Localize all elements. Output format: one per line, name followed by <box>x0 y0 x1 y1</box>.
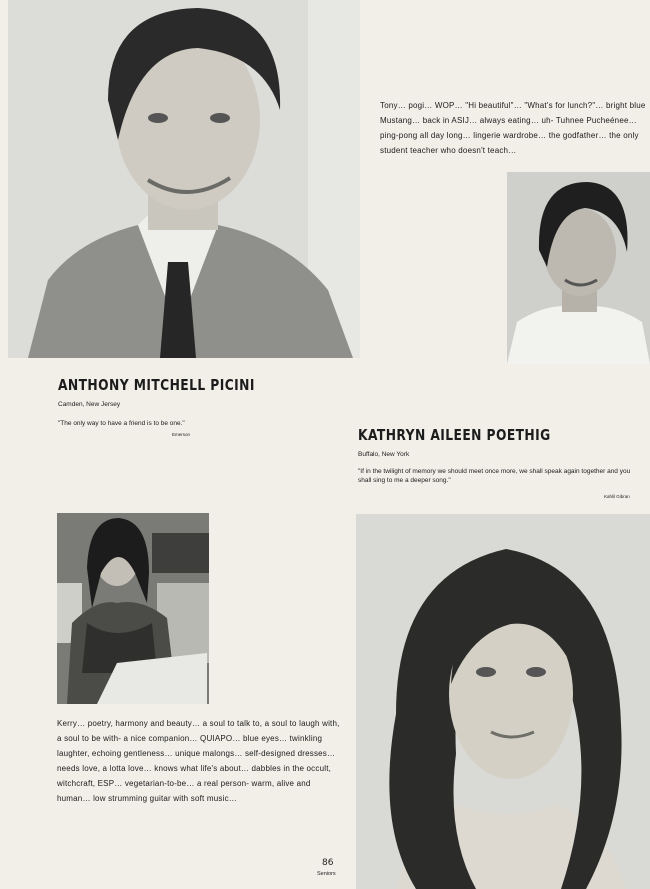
kathryn-name: KATHRYN AILEEN POETHIG <box>358 426 551 444</box>
kathryn-casual-photo <box>57 513 209 704</box>
anthony-quote-author: Emerson <box>172 432 191 437</box>
anthony-portrait-photo <box>8 0 360 358</box>
kathryn-hometown: Buffalo, New York <box>358 451 410 458</box>
anthony-quote: "The only way to have a friend is to be one." <box>58 420 185 427</box>
kathryn-quote-author: Kahlil Gibran <box>604 494 630 499</box>
kathryn-blurb: Kerry… poetry, harmony and beauty… a soul to talk to, a soul to laugh with, a soul to be with- a nice companion… QUIAPO… blue eyes… twinkling laughter, echoing gentleness… unique malongs… self-designed dresses… needs love, a lotta love… knows what life's about… dabbles in the occult, witchcraft, ESP… vegetarian-to-be… a real person- warm, alive and human… low strumming guitar with soft music… <box>57 719 340 803</box>
section-label: Seniors <box>317 871 336 877</box>
page-number: 86 <box>322 858 334 868</box>
anthony-blurb: Tony… pogi… WOP… "Hi beautiful"… "What's for lunch?"… bright blue Mustang… back in ASIJ… always eating… uh- Tuhnee Pucheénee… ping-pong all day long… lingerie wardrobe… the godfather… the only student teacher who doesn't teach… <box>380 101 646 155</box>
kathryn-quote: "If in the twilight of memory we should meet once more, we shall speak again together and you shall sing to me a deeper song." <box>358 468 631 484</box>
kathryn-portrait-photo <box>356 514 650 889</box>
anthony-hometown: Camden, New Jersey <box>58 401 121 408</box>
anthony-casual-photo <box>507 172 650 364</box>
anthony-name: ANTHONY MITCHELL PICINI <box>58 376 255 394</box>
